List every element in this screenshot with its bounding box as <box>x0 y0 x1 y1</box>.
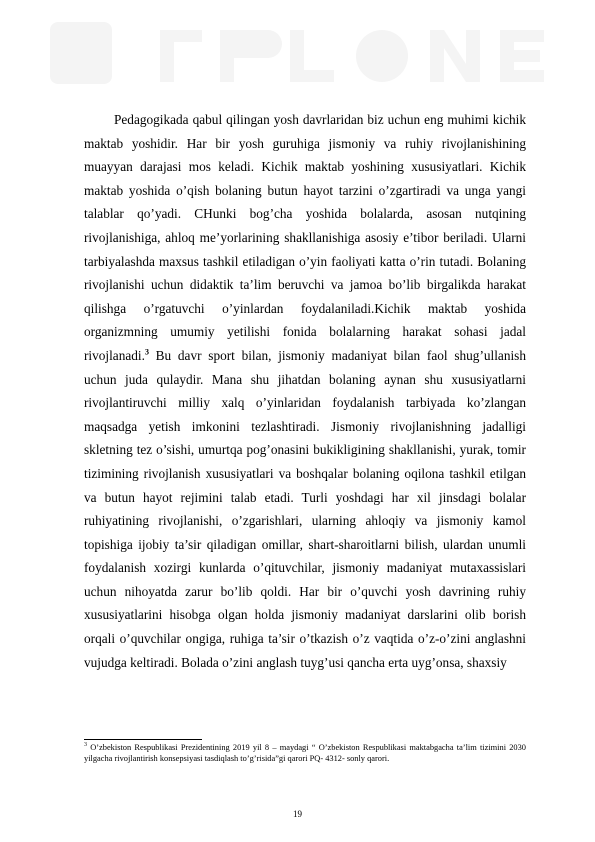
footnote-separator <box>84 739 202 740</box>
page-content <box>84 108 526 674</box>
watermark-logo-background <box>0 0 595 120</box>
page-number: 19 <box>293 809 302 819</box>
body-text-part-1: Pedagogikada qabul qilingan yosh davrlaridan biz uchun eng muhimi kichik maktab yoshidir. Har bir yosh guruhiga jismoniy va ruhiy rivojlanishining muayyan darajasi mos keladi. Kichik maktab yoshining xususiyatlari. Kichik maktab yoshida o’qish bolaning butun hayot tarzini o’zgartiradi va unga yangi talablar qo’yadi. CHunki bog’cha yoshida bolalarda, asosan nutqining rivojlanishiga, ahloq me’yorlarining shakllanishiga asosiy e’tibor beriladi. Ularni tarbiyalashda maxsus tashkil etiladigan o’yin faoliyati katta o’rin tutadi. Bolaning rivojlanishi uchun didaktik ta’lim beruvchi va jamoa bo’lib birgalikda harakat qilishga o’rgatuvchi o’yinlardan foydalaniladi.Kichik maktab yoshida organizmning umumiy yetilishi fonida bolalarning harakat sohasi jadal rivojlanadi. <box>84 112 526 363</box>
body-paragraph <box>84 108 526 674</box>
footnote <box>84 742 526 764</box>
footnote-text: O’zbekiston Respublikasi Prezidentining 2019 yil 8 – maydagi “ O’zbekiston Respublikasi maktabgacha ta’lim tizimini 2030 yilgacha rivojlantirish konsepsiyasi tasdiqlash to’g’risida”gi qarori PQ- 4312- sonly qarori. <box>84 743 526 763</box>
body-text-part-2: Bu davr sport bilan, jismoniy madaniyat bilan faol shug’ullanish uchun juda qulaydir. Mana shu jihatdan bolaning aynan shu xususiyatlarni rivojlantiruvchi milliy xalq o’yinlaridan foydalanish tarbiyada ko’zlangan maqsadga yetish imkonini tezlashtiradi. Jismoniy rivojlanishning jadalligi skletning tez o’sishi, umurtqa pog’onasini bukikligining shakllanishi, yurak, tomir tizimining rivojlanish xususiyatlari va boshqalar bolaning oqilona tashkil etilgan va butun hayot rejimini talab etadi. Turli yoshdagi har xil jinsdagi bolalar ruhiyatining rivojlanishi, o’zgarishlari, ularning ahloqiy va jismoniy kamol topishiga ijobiy ta’sir qiladigan omillar, shart-sharoitlarni bilish, ulardan unumli foydalanish xozirgi kunlarda o’qituvchilar, jismoniy madaniyat mutaxassislari uchun nihoyatda zarur bo’lib qoldi. Har bir o’quvchi yosh davrining ruhiy xususiyatlarini hisobga olgan holda jismoniy madaniyat darslarini olib borish orqali o’quvchilar ongiga, ruhiga ta’sir o’tkazish o’z vaqtida o’z-o’zini anglashni vujudga keltiradi. Bolada o’zini anglash tuyg’usi qancha erta uyg’onsa, shaxsiy <box>84 347 526 670</box>
footnote-reference[interactable]: 3 <box>144 347 149 357</box>
footnote-number: 3 <box>84 742 87 749</box>
